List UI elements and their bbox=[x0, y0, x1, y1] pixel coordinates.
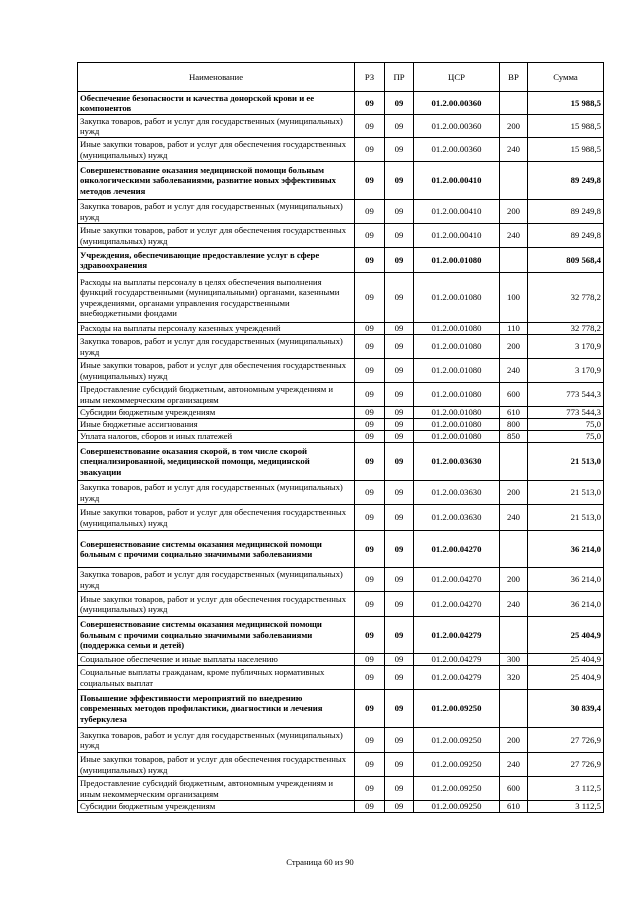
table-row bbox=[78, 443, 604, 481]
cell-sum: 21 513,0 bbox=[528, 505, 604, 531]
table-row bbox=[78, 248, 604, 273]
cell-pr: 09 bbox=[385, 162, 414, 200]
cell-csr: 01.2.00.09250 bbox=[414, 777, 500, 801]
cell-name: Повышение эффективности мероприятий по внедрению современных методов профилактики, диагностики и лечения туберкулеза bbox=[78, 690, 355, 728]
cell-sum: 27 726,9 bbox=[528, 728, 604, 753]
table-row bbox=[78, 200, 604, 224]
table-row bbox=[78, 728, 604, 753]
cell-vr: 200 bbox=[500, 481, 528, 505]
cell-sum: 25 404,9 bbox=[528, 617, 604, 654]
cell-pr: 09 bbox=[385, 801, 414, 813]
cell-vr bbox=[500, 162, 528, 200]
table-row bbox=[78, 92, 604, 115]
cell-rz: 09 bbox=[355, 273, 385, 323]
cell-sum: 773 544,3 bbox=[528, 383, 604, 407]
table-row bbox=[78, 115, 604, 138]
cell-rz: 09 bbox=[355, 162, 385, 200]
cell-name: Предоставление субсидий бюджетным, автономным учреждениям и иным некоммерческим организациям bbox=[78, 383, 355, 407]
cell-csr: 01.2.00.01080 bbox=[414, 407, 500, 419]
cell-csr: 01.2.00.09250 bbox=[414, 728, 500, 753]
cell-pr: 09 bbox=[385, 200, 414, 224]
cell-pr: 09 bbox=[385, 568, 414, 592]
cell-vr: 200 bbox=[500, 568, 528, 592]
header-pr: ПР bbox=[385, 63, 414, 92]
table-row bbox=[78, 481, 604, 505]
cell-csr: 01.2.00.09250 bbox=[414, 753, 500, 777]
cell-csr: 01.2.00.09250 bbox=[414, 801, 500, 813]
cell-rz: 09 bbox=[355, 531, 385, 568]
cell-sum: 32 778,2 bbox=[528, 273, 604, 323]
cell-rz: 09 bbox=[355, 323, 385, 335]
cell-name: Расходы на выплаты персоналу в целях обеспечения выполнения функций государственными (муниципальными) органами, казенными учреждениями, органами управления государственными внебюджетными фондами bbox=[78, 273, 355, 323]
cell-pr: 09 bbox=[385, 224, 414, 248]
cell-sum: 89 249,8 bbox=[528, 162, 604, 200]
cell-name: Социальное обеспечение и иные выплаты населению bbox=[78, 654, 355, 666]
table-row bbox=[78, 666, 604, 690]
cell-sum: 32 778,2 bbox=[528, 323, 604, 335]
cell-pr: 09 bbox=[385, 419, 414, 431]
cell-vr bbox=[500, 92, 528, 115]
cell-rz: 09 bbox=[355, 383, 385, 407]
cell-sum: 75,0 bbox=[528, 431, 604, 443]
cell-csr: 01.2.00.01080 bbox=[414, 419, 500, 431]
header-rz: РЗ bbox=[355, 63, 385, 92]
cell-sum: 25 404,9 bbox=[528, 654, 604, 666]
cell-csr: 01.2.00.03630 bbox=[414, 443, 500, 481]
cell-pr: 09 bbox=[385, 753, 414, 777]
cell-vr: 320 bbox=[500, 666, 528, 690]
cell-sum: 3 112,5 bbox=[528, 801, 604, 813]
cell-csr: 01.2.00.00410 bbox=[414, 162, 500, 200]
cell-rz: 09 bbox=[355, 568, 385, 592]
cell-name: Закупка товаров, работ и услуг для государственных (муниципальных) нужд bbox=[78, 568, 355, 592]
cell-pr: 09 bbox=[385, 383, 414, 407]
cell-vr: 240 bbox=[500, 753, 528, 777]
cell-sum: 3 170,9 bbox=[528, 335, 604, 359]
cell-sum: 21 513,0 bbox=[528, 443, 604, 481]
cell-name: Иные закупки товаров, работ и услуг для обеспечения государственных (муниципальных) нужд bbox=[78, 138, 355, 162]
cell-name: Закупка товаров, работ и услуг для государственных (муниципальных) нужд bbox=[78, 481, 355, 505]
cell-name: Совершенствование системы оказания медицинской помощи больным с прочими социально значимыми заболеваниями bbox=[78, 531, 355, 568]
cell-rz: 09 bbox=[355, 407, 385, 419]
cell-vr: 240 bbox=[500, 592, 528, 617]
cell-name: Обеспечение безопасности и качества донорской крови и ее компонентов bbox=[78, 92, 355, 115]
cell-rz: 09 bbox=[355, 224, 385, 248]
cell-name: Закупка товаров, работ и услуг для государственных (муниципальных) нужд bbox=[78, 115, 355, 138]
cell-vr: 200 bbox=[500, 335, 528, 359]
cell-rz: 09 bbox=[355, 777, 385, 801]
header-vr: ВР bbox=[500, 63, 528, 92]
cell-name: Совершенствование системы оказания медицинской помощи больным с прочими социально значимыми заболеваниями (поддержка семьи и детей) bbox=[78, 617, 355, 654]
cell-csr: 01.2.00.00410 bbox=[414, 224, 500, 248]
cell-vr bbox=[500, 690, 528, 728]
cell-vr: 240 bbox=[500, 138, 528, 162]
table-row bbox=[78, 531, 604, 568]
cell-rz: 09 bbox=[355, 617, 385, 654]
cell-csr: 01.2.00.00360 bbox=[414, 115, 500, 138]
cell-vr bbox=[500, 248, 528, 273]
cell-name: Социальные выплаты гражданам, кроме публичных нормативных социальных выплат bbox=[78, 666, 355, 690]
cell-vr: 200 bbox=[500, 115, 528, 138]
cell-sum: 15 988,5 bbox=[528, 92, 604, 115]
cell-pr: 09 bbox=[385, 690, 414, 728]
cell-vr: 200 bbox=[500, 728, 528, 753]
cell-csr: 01.2.00.01080 bbox=[414, 248, 500, 273]
cell-pr: 09 bbox=[385, 654, 414, 666]
cell-name: Уплата налогов, сборов и иных платежей bbox=[78, 431, 355, 443]
cell-csr: 01.2.00.01080 bbox=[414, 383, 500, 407]
cell-vr bbox=[500, 617, 528, 654]
cell-rz: 09 bbox=[355, 728, 385, 753]
cell-sum: 15 988,5 bbox=[528, 115, 604, 138]
table-row bbox=[78, 224, 604, 248]
table-row bbox=[78, 690, 604, 728]
cell-csr: 01.2.00.04270 bbox=[414, 592, 500, 617]
cell-vr bbox=[500, 443, 528, 481]
cell-rz: 09 bbox=[355, 248, 385, 273]
cell-sum: 27 726,9 bbox=[528, 753, 604, 777]
table-row bbox=[78, 162, 604, 200]
table-row bbox=[78, 359, 604, 383]
cell-name: Иные закупки товаров, работ и услуг для обеспечения государственных (муниципальных) нужд bbox=[78, 592, 355, 617]
cell-pr: 09 bbox=[385, 531, 414, 568]
cell-rz: 09 bbox=[355, 92, 385, 115]
cell-rz: 09 bbox=[355, 115, 385, 138]
cell-rz: 09 bbox=[355, 690, 385, 728]
cell-vr: 610 bbox=[500, 407, 528, 419]
cell-rz: 09 bbox=[355, 666, 385, 690]
cell-pr: 09 bbox=[385, 777, 414, 801]
cell-vr: 600 bbox=[500, 383, 528, 407]
cell-name: Совершенствование оказания скорой, в том числе скорой специализированной, медицинской помощи, медицинской эвакуации bbox=[78, 443, 355, 481]
cell-sum: 36 214,0 bbox=[528, 568, 604, 592]
cell-name: Предоставление субсидий бюджетным, автономным учреждениям и иным некоммерческим организациям bbox=[78, 777, 355, 801]
table-row bbox=[78, 407, 604, 419]
cell-csr: 01.2.00.04270 bbox=[414, 531, 500, 568]
header-sum: Сумма bbox=[528, 63, 604, 92]
cell-rz: 09 bbox=[355, 481, 385, 505]
cell-sum: 25 404,9 bbox=[528, 666, 604, 690]
cell-name: Расходы на выплаты персоналу казенных учреждений bbox=[78, 323, 355, 335]
cell-name: Иные закупки товаров, работ и услуг для обеспечения государственных (муниципальных) нужд bbox=[78, 359, 355, 383]
cell-csr: 01.2.00.00410 bbox=[414, 200, 500, 224]
cell-sum: 89 249,8 bbox=[528, 200, 604, 224]
cell-vr bbox=[500, 531, 528, 568]
cell-vr: 100 bbox=[500, 273, 528, 323]
cell-vr: 800 bbox=[500, 419, 528, 431]
cell-pr: 09 bbox=[385, 115, 414, 138]
cell-rz: 09 bbox=[355, 443, 385, 481]
cell-sum: 773 544,3 bbox=[528, 407, 604, 419]
cell-csr: 01.2.00.01080 bbox=[414, 335, 500, 359]
cell-name: Субсидии бюджетным учреждениям bbox=[78, 407, 355, 419]
cell-vr: 240 bbox=[500, 505, 528, 531]
cell-csr: 01.2.00.04270 bbox=[414, 568, 500, 592]
cell-name: Совершенствование оказания медицинской помощи больным онкологическими заболеваниями, развитие новых эффективных методов лечения bbox=[78, 162, 355, 200]
table-row bbox=[78, 419, 604, 431]
cell-csr: 01.2.00.04279 bbox=[414, 666, 500, 690]
cell-sum: 3 170,9 bbox=[528, 359, 604, 383]
table-row bbox=[78, 592, 604, 617]
cell-rz: 09 bbox=[355, 592, 385, 617]
cell-rz: 09 bbox=[355, 359, 385, 383]
cell-sum: 3 112,5 bbox=[528, 777, 604, 801]
cell-rz: 09 bbox=[355, 654, 385, 666]
cell-rz: 09 bbox=[355, 335, 385, 359]
cell-csr: 01.2.00.09250 bbox=[414, 690, 500, 728]
cell-rz: 09 bbox=[355, 505, 385, 531]
cell-vr: 240 bbox=[500, 224, 528, 248]
cell-csr: 01.2.00.01080 bbox=[414, 273, 500, 323]
table-row bbox=[78, 383, 604, 407]
cell-rz: 09 bbox=[355, 753, 385, 777]
table-row bbox=[78, 138, 604, 162]
page-number: Страница 60 из 90 bbox=[286, 857, 354, 867]
cell-pr: 09 bbox=[385, 335, 414, 359]
cell-csr: 01.2.00.04279 bbox=[414, 617, 500, 654]
cell-rz: 09 bbox=[355, 200, 385, 224]
cell-vr: 600 bbox=[500, 777, 528, 801]
table-row bbox=[78, 431, 604, 443]
cell-vr: 850 bbox=[500, 431, 528, 443]
cell-pr: 09 bbox=[385, 431, 414, 443]
cell-name: Иные закупки товаров, работ и услуг для обеспечения государственных (муниципальных) нужд bbox=[78, 753, 355, 777]
cell-csr: 01.2.00.04279 bbox=[414, 654, 500, 666]
table-row bbox=[78, 801, 604, 813]
cell-name: Иные бюджетные ассигнования bbox=[78, 419, 355, 431]
cell-pr: 09 bbox=[385, 359, 414, 383]
header-name: Наименование bbox=[78, 63, 355, 92]
cell-pr: 09 bbox=[385, 92, 414, 115]
cell-pr: 09 bbox=[385, 138, 414, 162]
cell-sum: 89 249,8 bbox=[528, 224, 604, 248]
cell-name: Иные закупки товаров, работ и услуг для обеспечения государственных (муниципальных) нужд bbox=[78, 224, 355, 248]
cell-name: Субсидии бюджетным учреждениям bbox=[78, 801, 355, 813]
table-row bbox=[78, 335, 604, 359]
cell-pr: 09 bbox=[385, 323, 414, 335]
cell-pr: 09 bbox=[385, 273, 414, 323]
cell-csr: 01.2.00.01080 bbox=[414, 359, 500, 383]
cell-pr: 09 bbox=[385, 443, 414, 481]
table-row bbox=[78, 273, 604, 323]
cell-pr: 09 bbox=[385, 728, 414, 753]
table-row bbox=[78, 617, 604, 654]
cell-name: Закупка товаров, работ и услуг для государственных (муниципальных) нужд bbox=[78, 335, 355, 359]
cell-name: Иные закупки товаров, работ и услуг для обеспечения государственных (муниципальных) нужд bbox=[78, 505, 355, 531]
cell-name: Учреждения, обеспечивающие предоставление услуг в сфере здравоохранения bbox=[78, 248, 355, 273]
cell-vr: 300 bbox=[500, 654, 528, 666]
cell-sum: 75,0 bbox=[528, 419, 604, 431]
cell-rz: 09 bbox=[355, 431, 385, 443]
table-header-row bbox=[78, 63, 604, 92]
cell-pr: 09 bbox=[385, 407, 414, 419]
table-body bbox=[78, 92, 604, 813]
cell-csr: 01.2.00.01080 bbox=[414, 323, 500, 335]
cell-sum: 30 839,4 bbox=[528, 690, 604, 728]
table-row bbox=[78, 505, 604, 531]
cell-csr: 01.2.00.01080 bbox=[414, 431, 500, 443]
budget-table bbox=[77, 62, 604, 813]
cell-rz: 09 bbox=[355, 419, 385, 431]
cell-csr: 01.2.00.00360 bbox=[414, 138, 500, 162]
cell-csr: 01.2.00.03630 bbox=[414, 505, 500, 531]
cell-sum: 15 988,5 bbox=[528, 138, 604, 162]
cell-pr: 09 bbox=[385, 592, 414, 617]
cell-sum: 809 568,4 bbox=[528, 248, 604, 273]
cell-sum: 36 214,0 bbox=[528, 592, 604, 617]
table-row bbox=[78, 753, 604, 777]
cell-rz: 09 bbox=[355, 801, 385, 813]
cell-vr: 200 bbox=[500, 200, 528, 224]
cell-pr: 09 bbox=[385, 666, 414, 690]
cell-pr: 09 bbox=[385, 481, 414, 505]
cell-vr: 610 bbox=[500, 801, 528, 813]
cell-pr: 09 bbox=[385, 248, 414, 273]
cell-sum: 36 214,0 bbox=[528, 531, 604, 568]
table-row bbox=[78, 568, 604, 592]
cell-csr: 01.2.00.03630 bbox=[414, 481, 500, 505]
table-row bbox=[78, 654, 604, 666]
table-row bbox=[78, 323, 604, 335]
cell-name: Закупка товаров, работ и услуг для государственных (муниципальных) нужд bbox=[78, 728, 355, 753]
cell-csr: 01.2.00.00360 bbox=[414, 92, 500, 115]
budget-table-container bbox=[77, 62, 603, 813]
cell-vr: 110 bbox=[500, 323, 528, 335]
table-row bbox=[78, 777, 604, 801]
cell-pr: 09 bbox=[385, 617, 414, 654]
cell-pr: 09 bbox=[385, 505, 414, 531]
cell-rz: 09 bbox=[355, 138, 385, 162]
cell-name: Закупка товаров, работ и услуг для государственных (муниципальных) нужд bbox=[78, 200, 355, 224]
header-csr: ЦСР bbox=[414, 63, 500, 92]
cell-vr: 240 bbox=[500, 359, 528, 383]
cell-sum: 21 513,0 bbox=[528, 481, 604, 505]
